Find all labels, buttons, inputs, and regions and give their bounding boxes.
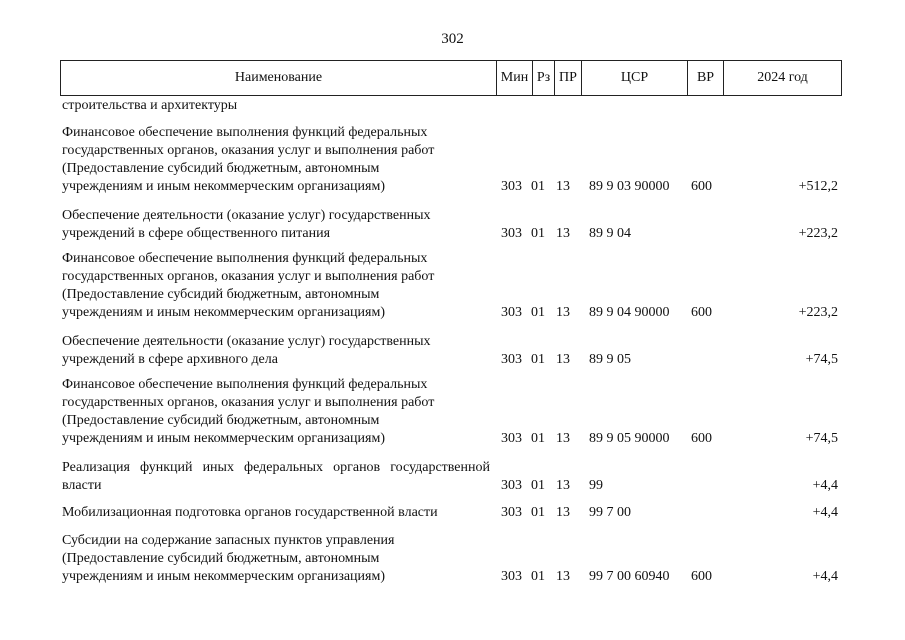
table-row	[62, 250, 840, 322]
row-name-line: (Предоставление субсидий бюджетным, автономным	[62, 161, 380, 176]
cell-csr: 89 9 03 90000	[589, 179, 670, 194]
cell-min: 303	[501, 226, 522, 241]
header-name: Наименование	[61, 61, 497, 95]
row-values	[62, 351, 840, 369]
header-rz: Рз	[533, 61, 555, 95]
cell-csr: 99 7 00	[589, 505, 631, 520]
table-row	[62, 459, 840, 495]
cell-min: 303	[501, 179, 522, 194]
cell-csr: 89 9 05 90000	[589, 431, 670, 446]
row-name-line: учреждений в сфере архивного дела	[62, 352, 278, 367]
table-row	[62, 207, 840, 243]
row-name-line: Реализация функций иных федеральных органов государственной	[62, 460, 490, 475]
cell-csr: 99 7 00 60940	[589, 569, 670, 584]
cell-csr: 89 9 04	[589, 226, 631, 241]
row-name-line: строительства и архитектуры	[62, 98, 238, 113]
cell-rz: 01	[531, 478, 545, 493]
table-row	[62, 333, 840, 369]
cell-sum: +4,4	[812, 569, 838, 584]
cell-vr: 600	[691, 569, 712, 584]
table-row	[62, 532, 840, 586]
cell-rz: 01	[531, 179, 545, 194]
cell-csr: 99	[589, 478, 603, 493]
row-name-line: учреждениям и иным некоммерческим организациям)	[62, 305, 386, 320]
cell-pr: 13	[556, 352, 570, 367]
row-values	[62, 568, 840, 586]
row-values	[62, 504, 840, 522]
row-name-line: (Предоставление субсидий бюджетным, автономным	[62, 413, 380, 428]
cell-vr: 600	[691, 431, 712, 446]
row-name-line: учреждениям и иным некоммерческим организациям)	[62, 179, 386, 194]
row-name-line: Финансовое обеспечение выполнения функций федеральных	[62, 251, 428, 266]
row-name-line: (Предоставление субсидий бюджетным, автономным	[62, 551, 380, 566]
cell-min: 303	[501, 569, 522, 584]
cell-rz: 01	[531, 305, 545, 320]
cell-pr: 13	[556, 505, 570, 520]
cell-pr: 13	[556, 569, 570, 584]
row-name	[62, 97, 490, 115]
cell-rz: 01	[531, 569, 545, 584]
row-values	[62, 225, 840, 243]
cell-min: 303	[501, 352, 522, 367]
row-name-line: государственных органов, оказания услуг и выполнения работ	[62, 395, 435, 410]
header-vr: ВР	[688, 61, 724, 95]
row-name-line: Субсидии на содержание запасных пунктов управления	[62, 533, 395, 548]
cell-pr: 13	[556, 226, 570, 241]
page-number: 302	[441, 31, 464, 47]
cell-sum: +4,4	[812, 505, 838, 520]
row-name-line: государственных органов, оказания услуг и выполнения работ	[62, 269, 435, 284]
row-name-line: власти	[62, 478, 102, 493]
header-csr: ЦСР	[582, 61, 688, 95]
row-name-line: учреждениям и иным некоммерческим организациям)	[62, 569, 386, 584]
row-values	[62, 430, 840, 448]
cell-vr: 600	[691, 179, 712, 194]
cell-csr: 89 9 04 90000	[589, 305, 670, 320]
cell-rz: 01	[531, 431, 545, 446]
cell-min: 303	[501, 305, 522, 320]
row-name-line: учреждений в сфере общественного питания	[62, 226, 331, 241]
cell-min: 303	[501, 431, 522, 446]
cell-min: 303	[501, 478, 522, 493]
cell-pr: 13	[556, 179, 570, 194]
header-year: 2024 год	[757, 70, 808, 85]
cell-sum: +223,2	[798, 305, 838, 320]
header-pr: ПР	[555, 61, 582, 95]
table-row	[62, 97, 840, 115]
cell-sum: +4,4	[812, 478, 838, 493]
row-name-line: учреждениям и иным некоммерческим организациям)	[62, 431, 386, 446]
table-row	[62, 124, 840, 196]
row-name-line: Обеспечение деятельности (оказание услуг) государственных	[62, 334, 431, 349]
row-values	[62, 178, 840, 196]
cell-pr: 13	[556, 478, 570, 493]
cell-rz: 01	[531, 352, 545, 367]
table-row	[62, 376, 840, 448]
cell-sum: +74,5	[805, 352, 838, 367]
row-name-line: Обеспечение деятельности (оказание услуг) государственных	[62, 208, 431, 223]
cell-sum: +512,2	[798, 179, 838, 194]
cell-pr: 13	[556, 431, 570, 446]
cell-rz: 01	[531, 505, 545, 520]
cell-sum: +74,5	[805, 431, 838, 446]
cell-rz: 01	[531, 226, 545, 241]
row-name-line: Финансовое обеспечение выполнения функций федеральных	[62, 125, 428, 140]
row-name-line: государственных органов, оказания услуг и выполнения работ	[62, 143, 435, 158]
table-row	[62, 504, 840, 522]
cell-vr: 600	[691, 305, 712, 320]
header-min: Мин	[497, 61, 533, 95]
row-values	[62, 477, 840, 495]
row-name-line: (Предоставление субсидий бюджетным, автономным	[62, 287, 380, 302]
cell-sum: +223,2	[798, 226, 838, 241]
row-name-line: Мобилизационная подготовка органов государственной власти	[62, 505, 438, 520]
row-name-line: Финансовое обеспечение выполнения функций федеральных	[62, 377, 428, 392]
cell-pr: 13	[556, 305, 570, 320]
cell-csr: 89 9 05	[589, 352, 631, 367]
table-header	[60, 60, 842, 96]
row-values	[62, 304, 840, 322]
cell-min: 303	[501, 505, 522, 520]
